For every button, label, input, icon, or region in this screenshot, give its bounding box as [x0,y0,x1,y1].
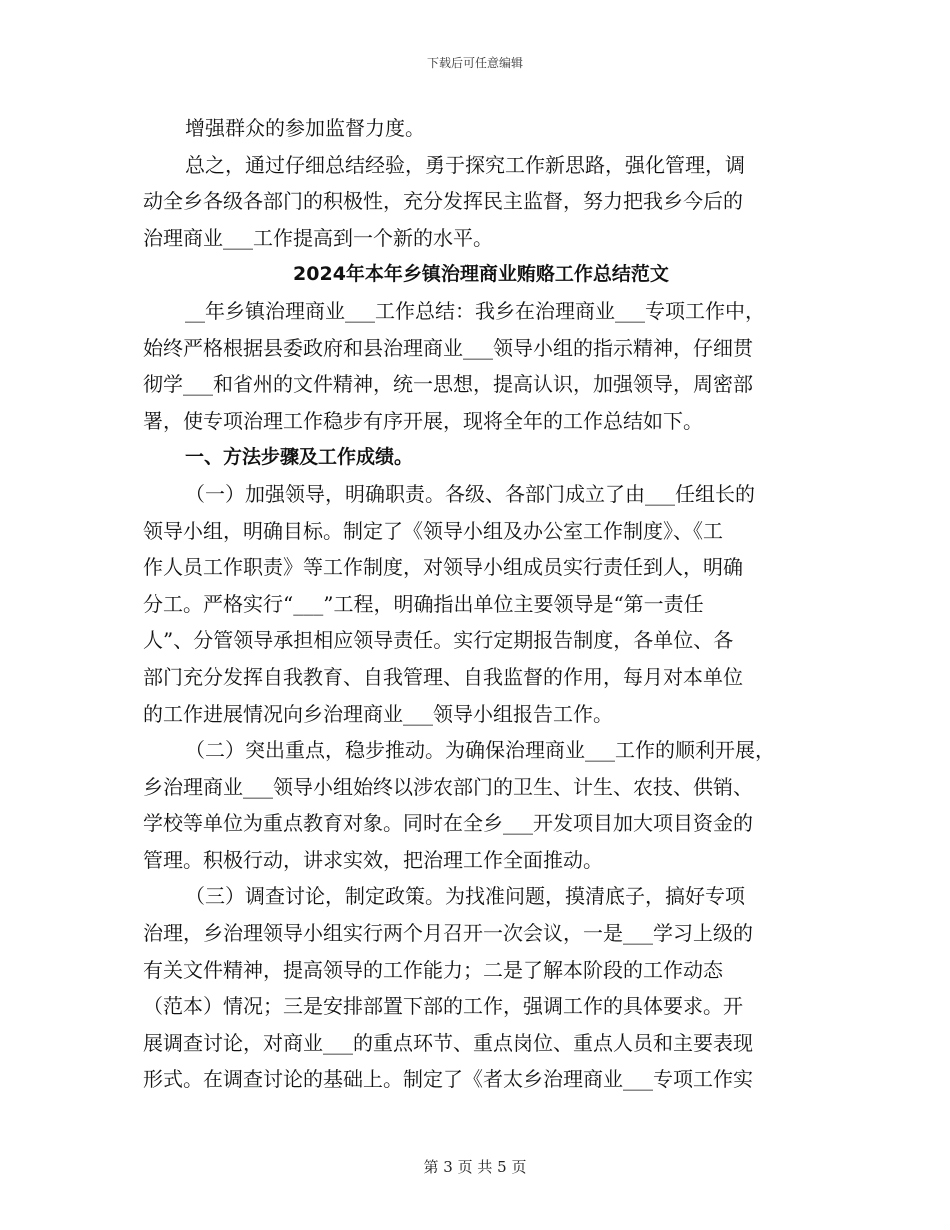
text-line: 治理，乡治理领导小组实行两个月召开一次会议，一是___学习上级的 [143,921,753,946]
text-line: 有关文件精神，提高领导的工作能力；二是了解本阶段的工作动态 [143,957,723,982]
text-line: 作人员工作职责》等工作制度，对领导小组成员实行责任到人，明确 [143,555,743,580]
text-line: 领导小组，明确目标。制定了《领导小组及办公室工作制度》、《工 [143,518,723,543]
text-line: （三）调查讨论，制定政策。为找准问题，摸清底子，搞好专项 [185,884,745,909]
section-heading: 一、方法步骤及工作成绩。 [185,446,414,469]
text-line: 人”、分管领导承担相应领导责任。实行定期报告制度，各单位、各 [143,628,734,653]
text-line: 形式。在调查讨论的基础上。制定了《者太乡治理商业___专项工作实 [143,1067,753,1092]
text-line: （二）突出重点，稳步推动。为确保治理商业___工作的顺利开展， [185,738,775,763]
text-line: 动全乡各级各部门的积极性，充分发挥民主监督，努力把我乡今后的 [143,189,743,214]
text-line: 治理商业___工作提高到一个新的水平。 [143,225,493,250]
text-line: （范本）情况；三是安排部置下部的工作，强调工作的具体要求。开 [143,994,743,1019]
text-line: 展调查讨论，对商业___的重点环节、重点岗位、重点人员和主要表现 [143,1030,753,1055]
text-line: 分工。严格实行“___”工程，明确指出单位主要领导是“第一责任 [143,591,704,616]
text-line: 增强群众的参加监督力度。 [185,116,425,140]
text-line: 始终严格根据县委政府和县治理商业___领导小组的指示精神，仔细贯 [143,335,753,360]
text-line: 署，使专项治理工作稳步有序开展，现将全年的工作总结如下。 [143,408,703,433]
section-title: 2024年本年乡镇治理商业贿赂工作总结范文 [293,263,669,286]
text-line: 总之，通过仔细总结经验，勇于探究工作新思路，强化管理，调 [185,152,745,177]
text-line: 乡治理商业___领导小组始终以涉农部门的卫生、计生、农技、供销、 [143,774,753,799]
text-line: （一）加强领导，明确职责。各级、各部门成立了由___任组长的 [185,481,755,506]
text-line: __年乡镇治理商业___工作总结：我乡在治理商业___专项工作中， [185,298,765,323]
text-line: 部门充分发挥自我教育、自我管理、自我监督的作用，每月对本单位 [143,664,743,689]
page-number: 第 3 页 共 5 页 [423,1158,527,1176]
text-line: 学校等单位为重点教育对象。同时在全乡___开发项目加大项目资金的 [143,811,753,836]
text-line: 的工作进展情况向乡治理商业___领导小组报告工作。 [143,701,613,726]
text-line: 彻学___和省州的文件精神，统一思想，提高认识，加强领导，周密部 [143,372,753,397]
page-header: 下载后可任意编辑 [426,56,523,70]
text-line: 管理。积极行动，讲求实效，把治理工作全面推动。 [143,847,603,872]
document-body [143,110,819,1098]
